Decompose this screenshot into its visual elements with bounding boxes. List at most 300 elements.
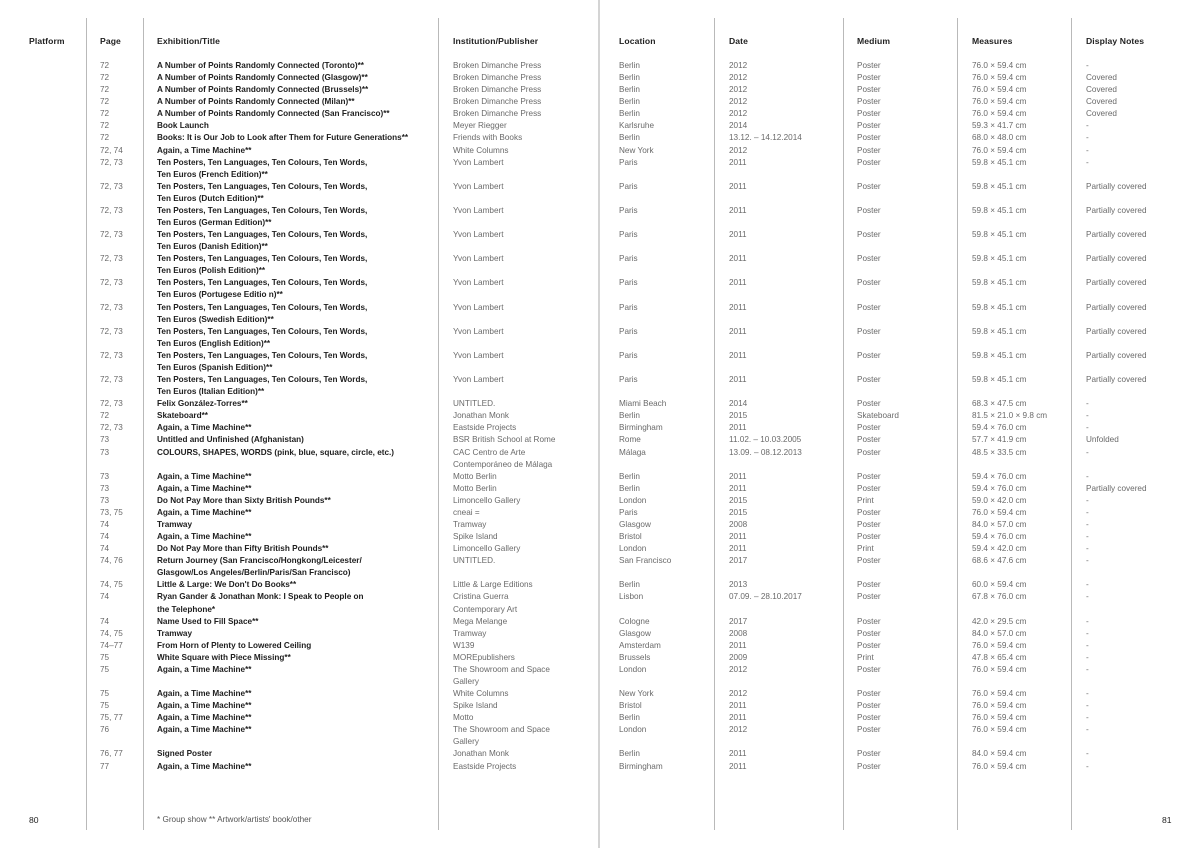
medium-cell: Poster <box>857 350 881 360</box>
page-cell: 72 <box>100 85 110 95</box>
institution-cell: Motto Berlin <box>453 483 497 493</box>
title-cell: White Square with Piece Missing** <box>157 652 291 662</box>
table-row <box>0 507 1200 519</box>
date-cell: 2011 <box>729 640 747 650</box>
institution-cell: Yvon Lambert <box>453 157 504 167</box>
date-cell: 2011 <box>729 544 747 554</box>
display-notes-cell: Covered <box>1086 73 1117 83</box>
medium-cell: Poster <box>857 230 881 240</box>
medium-cell: Poster <box>857 133 881 143</box>
measures-cell: 68.3 × 47.5 cm <box>972 399 1027 409</box>
institution-cell: Tramway <box>453 628 487 638</box>
page-cell: 75 <box>100 664 110 674</box>
measures-cell: 59.4 × 76.0 cm <box>972 483 1027 493</box>
institution-cell: cneai = <box>453 507 480 517</box>
display-notes-cell: - <box>1086 652 1089 662</box>
location-cell: Málaga <box>619 447 646 457</box>
display-notes-cell: Covered <box>1086 97 1117 107</box>
title-cell: Signed Poster <box>157 749 213 759</box>
measures-cell: 59.8 × 45.1 cm <box>972 302 1027 312</box>
title-cell: Again, a Time Machine** <box>157 423 252 433</box>
page-cell: 72, 73 <box>100 205 123 215</box>
display-notes-cell: Partially covered <box>1086 254 1147 264</box>
measures-cell: 59.8 × 45.1 cm <box>972 157 1027 167</box>
page-cell: 72 <box>100 97 110 107</box>
institution-cell: The Showroom and Space <box>453 725 550 735</box>
title-cell: Again, a Time Machine** <box>157 725 252 735</box>
table-row <box>0 495 1200 507</box>
page-cell: 72, 73 <box>100 181 123 191</box>
header-measures: Measures <box>972 36 1013 46</box>
display-notes-cell: - <box>1086 61 1089 70</box>
date-cell: 13.09. – 08.12.2013 <box>729 447 802 457</box>
page-cell: 72 <box>100 73 110 83</box>
location-cell: Miami Beach <box>619 399 667 409</box>
table-row <box>0 640 1200 652</box>
medium-cell: Poster <box>857 435 881 445</box>
date-cell: 2011 <box>729 423 747 433</box>
title-cell: Ryan Gander & Jonathan Monk: I Speak to People on <box>157 592 364 602</box>
measures-cell: 76.0 × 59.4 cm <box>972 713 1027 723</box>
table-row <box>0 253 1200 277</box>
display-notes-cell: - <box>1086 749 1089 759</box>
table-row <box>0 60 1200 72</box>
page-cell: 77 <box>100 761 110 771</box>
date-cell: 2014 <box>729 399 748 409</box>
display-notes-cell: Partially covered <box>1086 230 1147 240</box>
display-notes-cell: - <box>1086 664 1089 674</box>
display-notes-cell: - <box>1086 701 1089 711</box>
date-cell: 2012 <box>729 85 748 95</box>
display-notes-cell: - <box>1086 640 1089 650</box>
title-cell: Ten Euros (Polish Edition)** <box>157 266 266 276</box>
measures-cell: 76.0 × 59.4 cm <box>972 725 1027 735</box>
display-notes-cell: - <box>1086 532 1089 542</box>
institution-cell: Yvon Lambert <box>453 205 504 215</box>
institution-cell: Gallery <box>453 737 479 747</box>
title-cell: Books: It is Our Job to Look after Them for Future Generations** <box>157 133 409 143</box>
location-cell: Berlin <box>619 411 640 421</box>
display-notes-cell: - <box>1086 471 1089 481</box>
display-notes-cell: - <box>1086 121 1089 131</box>
date-cell: 2011 <box>729 701 747 711</box>
title-cell: Return Journey (San Francisco/Hongkong/Leicester/ <box>157 556 362 566</box>
exhibition-table <box>0 60 1200 773</box>
title-cell: Ten Posters, Ten Languages, Ten Colours, Ten Words, <box>157 302 368 312</box>
page-cell: 74, 75 <box>100 628 123 638</box>
display-notes-cell: - <box>1086 507 1089 517</box>
date-cell: 2017 <box>729 616 748 626</box>
date-cell: 11.02. – 10.03.2005 <box>729 435 802 445</box>
page-cell: 73 <box>100 483 110 493</box>
display-notes-cell: - <box>1086 616 1089 626</box>
date-cell: 2011 <box>729 326 747 336</box>
measures-cell: 76.0 × 59.4 cm <box>972 701 1027 711</box>
page-cell: 72, 73 <box>100 375 123 385</box>
measures-cell: 76.0 × 59.4 cm <box>972 73 1027 83</box>
title-cell: Again, a Time Machine** <box>157 761 252 771</box>
date-cell: 2012 <box>729 725 748 735</box>
table-row <box>0 531 1200 543</box>
location-cell: London <box>619 495 647 505</box>
date-cell: 07.09. – 28.10.2017 <box>729 592 802 602</box>
display-notes-cell: Partially covered <box>1086 205 1147 215</box>
medium-cell: Skateboard <box>857 411 899 421</box>
title-cell: Do Not Pay More than Sixty British Pounds** <box>157 495 331 505</box>
measures-cell: 59.8 × 45.1 cm <box>972 375 1027 385</box>
date-cell: 2012 <box>729 97 748 107</box>
institution-cell: Broken Dimanche Press <box>453 73 542 83</box>
medium-cell: Poster <box>857 97 881 107</box>
location-cell: Paris <box>619 205 638 215</box>
page-cell: 73 <box>100 471 110 481</box>
location-cell: Birmingham <box>619 761 663 771</box>
institution-cell: Limoncello Gallery <box>453 544 521 554</box>
page-cell: 75 <box>100 701 110 711</box>
page-cell: 74 <box>100 592 110 602</box>
display-notes-cell: Covered <box>1086 85 1117 95</box>
location-cell: Berlin <box>619 109 640 119</box>
institution-cell: MOREpublishers <box>453 652 515 662</box>
measures-cell: 59.8 × 45.1 cm <box>972 350 1027 360</box>
medium-cell: Poster <box>857 399 881 409</box>
title-cell: Again, a Time Machine** <box>157 713 252 723</box>
location-cell: Berlin <box>619 471 640 481</box>
header-institution: Institution/Publisher <box>453 36 539 46</box>
title-cell: Do Not Pay More than Fifty British Pounds** <box>157 544 329 554</box>
title-cell: Ten Euros (English Edition)** <box>157 338 271 348</box>
table-row <box>0 519 1200 531</box>
date-cell: 2011 <box>729 181 747 191</box>
header-location: Location <box>619 36 656 46</box>
measures-cell: 76.0 × 59.4 cm <box>972 507 1027 517</box>
medium-cell: Poster <box>857 85 881 95</box>
display-notes-cell: - <box>1086 628 1089 638</box>
medium-cell: Poster <box>857 157 881 167</box>
location-cell: Paris <box>619 375 638 385</box>
date-cell: 2011 <box>729 471 747 481</box>
page-cell: 72, 73 <box>100 157 123 167</box>
table-row <box>0 132 1200 144</box>
page-cell: 72 <box>100 109 110 119</box>
page-cell: 74, 75 <box>100 580 123 590</box>
display-notes-cell: - <box>1086 519 1089 529</box>
date-cell: 2009 <box>729 652 748 662</box>
title-cell: A Number of Points Randomly Connected (Milan)** <box>157 97 355 107</box>
page-cell: 72, 73 <box>100 326 123 336</box>
page-cell: 72 <box>100 133 110 143</box>
table-row <box>0 410 1200 422</box>
page-cell: 72, 73 <box>100 230 123 240</box>
title-cell: Ten Posters, Ten Languages, Ten Colours, Ten Words, <box>157 326 368 336</box>
measures-cell: 84.0 × 57.0 cm <box>972 519 1027 529</box>
table-row <box>0 543 1200 555</box>
title-cell: Ten Posters, Ten Languages, Ten Colours, Ten Words, <box>157 375 368 385</box>
measures-cell: 84.0 × 57.0 cm <box>972 628 1027 638</box>
title-cell: From Horn of Plenty to Lowered Ceiling <box>157 640 312 650</box>
table-row <box>0 761 1200 773</box>
medium-cell: Poster <box>857 326 881 336</box>
page-cell: 75, 77 <box>100 713 123 723</box>
page-cell: 72, 73 <box>100 399 123 409</box>
display-notes-cell: - <box>1086 447 1089 457</box>
date-cell: 2011 <box>729 761 747 771</box>
header-date: Date <box>729 36 749 46</box>
location-cell: Berlin <box>619 133 640 143</box>
measures-cell: 59.0 × 42.0 cm <box>972 495 1027 505</box>
medium-cell: Poster <box>857 145 881 155</box>
table-row <box>0 628 1200 640</box>
title-cell: Ten Euros (Spanish Edition)** <box>157 362 273 372</box>
table-row <box>0 712 1200 724</box>
display-notes-cell: Partially covered <box>1086 302 1147 312</box>
institution-cell: White Columns <box>453 689 509 699</box>
page-cell: 72, 73 <box>100 302 123 312</box>
title-cell: Again, a Time Machine** <box>157 471 252 481</box>
location-cell: Paris <box>619 230 638 240</box>
location-cell: London <box>619 544 647 554</box>
measures-cell: 59.8 × 45.1 cm <box>972 254 1027 264</box>
measures-cell: 59.8 × 45.1 cm <box>972 230 1027 240</box>
title-cell: Ten Posters, Ten Languages, Ten Colours, Ten Words, <box>157 181 368 191</box>
table-row <box>0 72 1200 84</box>
medium-cell: Poster <box>857 278 881 288</box>
medium-cell: Poster <box>857 628 881 638</box>
title-cell: Book Launch <box>157 121 209 131</box>
title-cell: Ten Euros (French Edition)** <box>157 169 268 179</box>
page-cell: 74–77 <box>100 640 123 650</box>
date-cell: 2011 <box>729 254 747 264</box>
display-notes-cell: Partially covered <box>1086 375 1147 385</box>
institution-cell: Contemporáneo de Málaga <box>453 459 553 469</box>
measures-cell: 84.0 × 59.4 cm <box>972 749 1027 759</box>
display-notes-cell: Partially covered <box>1086 278 1147 288</box>
header-platform: Platform <box>29 36 65 46</box>
institution-cell: Contemporary Art <box>453 604 518 614</box>
date-cell: 2011 <box>729 302 747 312</box>
table-row <box>0 229 1200 253</box>
institution-cell: Motto <box>453 713 474 723</box>
table-row <box>0 591 1200 615</box>
page-cell: 74, 76 <box>100 556 123 566</box>
date-cell: 2012 <box>729 145 748 155</box>
table-row <box>0 579 1200 591</box>
location-cell: Berlin <box>619 713 640 723</box>
display-notes-cell: - <box>1086 761 1089 771</box>
measures-cell: 81.5 × 21.0 × 9.8 cm <box>972 411 1048 421</box>
location-cell: Rome <box>619 435 641 445</box>
medium-cell: Poster <box>857 507 881 517</box>
page-cell: 73, 75 <box>100 507 123 517</box>
title-cell: Ten Posters, Ten Languages, Ten Colours, Ten Words, <box>157 230 368 240</box>
location-cell: Paris <box>619 507 638 517</box>
measures-cell: 59.8 × 45.1 cm <box>972 278 1027 288</box>
medium-cell: Poster <box>857 713 881 723</box>
display-notes-cell: - <box>1086 423 1089 433</box>
title-cell: Little & Large: We Don't Do Books** <box>157 580 297 590</box>
footnote: * Group show ** Artwork/artists' book/other <box>157 815 312 824</box>
location-cell: Paris <box>619 302 638 312</box>
date-cell: 2013 <box>729 580 748 590</box>
date-cell: 2012 <box>729 109 748 119</box>
header-page: Page <box>100 36 121 46</box>
page-cell: 72, 73 <box>100 423 123 433</box>
medium-cell: Poster <box>857 689 881 699</box>
page-cell: 73 <box>100 435 110 445</box>
title-cell: Again, a Time Machine** <box>157 689 252 699</box>
medium-cell: Poster <box>857 592 881 602</box>
institution-cell: Yvon Lambert <box>453 230 504 240</box>
table-row <box>0 205 1200 229</box>
table-row <box>0 96 1200 108</box>
location-cell: Berlin <box>619 61 640 70</box>
display-notes-cell: - <box>1086 725 1089 735</box>
measures-cell: 59.8 × 45.1 cm <box>972 181 1027 191</box>
institution-cell: Gallery <box>453 676 479 686</box>
measures-cell: 76.0 × 59.4 cm <box>972 109 1027 119</box>
table-row <box>0 724 1200 748</box>
medium-cell: Poster <box>857 664 881 674</box>
medium-cell: Poster <box>857 556 881 566</box>
institution-cell: Broken Dimanche Press <box>453 85 542 95</box>
page-cell: 73 <box>100 495 110 505</box>
date-cell: 2011 <box>729 157 747 167</box>
location-cell: Paris <box>619 350 638 360</box>
measures-cell: 59.4 × 76.0 cm <box>972 423 1027 433</box>
title-cell: Ten Posters, Ten Languages, Ten Colours, Ten Words, <box>157 205 368 215</box>
institution-cell: Yvon Lambert <box>453 181 504 191</box>
location-cell: Berlin <box>619 483 640 493</box>
measures-cell: 68.6 × 47.6 cm <box>972 556 1027 566</box>
measures-cell: 48.5 × 33.5 cm <box>972 447 1027 457</box>
title-cell: Again, a Time Machine** <box>157 532 252 542</box>
page-cell: 72 <box>100 411 110 421</box>
page-cell: 74 <box>100 544 110 554</box>
measures-cell: 76.0 × 59.4 cm <box>972 85 1027 95</box>
institution-cell: Jonathan Monk <box>453 749 509 759</box>
location-cell: Glasgow <box>619 519 651 529</box>
medium-cell: Poster <box>857 749 881 759</box>
table-row <box>0 748 1200 760</box>
page-cell: 75 <box>100 652 110 662</box>
title-cell: Again, a Time Machine** <box>157 701 252 711</box>
measures-cell: 47.8 × 65.4 cm <box>972 652 1027 662</box>
display-notes-cell: - <box>1086 411 1089 421</box>
measures-cell: 59.4 × 76.0 cm <box>972 471 1027 481</box>
measures-cell: 59.4 × 42.0 cm <box>972 544 1027 554</box>
medium-cell: Print <box>857 652 874 662</box>
date-cell: 2014 <box>729 121 748 131</box>
title-cell: Tramway <box>157 628 193 638</box>
location-cell: Berlin <box>619 97 640 107</box>
location-cell: Lisbon <box>619 592 644 602</box>
location-cell: San Francisco <box>619 556 672 566</box>
date-cell: 2012 <box>729 664 748 674</box>
table-row <box>0 434 1200 446</box>
title-cell: A Number of Points Randomly Connected (Toronto)** <box>157 61 364 70</box>
table-row <box>0 84 1200 96</box>
institution-cell: Broken Dimanche Press <box>453 61 542 70</box>
display-notes-cell: Partially covered <box>1086 326 1147 336</box>
table-row <box>0 277 1200 301</box>
date-cell: 2008 <box>729 628 748 638</box>
page-cell: 72, 73 <box>100 278 123 288</box>
institution-cell: Broken Dimanche Press <box>453 97 542 107</box>
location-cell: Paris <box>619 181 638 191</box>
measures-cell: 42.0 × 29.5 cm <box>972 616 1027 626</box>
date-cell: 2015 <box>729 507 748 517</box>
date-cell: 2011 <box>729 278 747 288</box>
institution-cell: Friends with Books <box>453 133 523 143</box>
date-cell: 2015 <box>729 411 748 421</box>
institution-cell: Spike Island <box>453 701 498 711</box>
measures-cell: 76.0 × 59.4 cm <box>972 761 1027 771</box>
date-cell: 13.12. – 14.12.2014 <box>729 133 802 143</box>
display-notes-cell: Partially covered <box>1086 350 1147 360</box>
medium-cell: Poster <box>857 580 881 590</box>
location-cell: London <box>619 725 647 735</box>
location-cell: New York <box>619 689 654 699</box>
medium-cell: Poster <box>857 61 881 70</box>
page-cell: 72, 74 <box>100 145 123 155</box>
medium-cell: Poster <box>857 761 881 771</box>
display-notes-cell: - <box>1086 157 1089 167</box>
medium-cell: Poster <box>857 532 881 542</box>
title-cell: Tramway <box>157 519 193 529</box>
title-cell: Name Used to Fill Space** <box>157 616 259 626</box>
institution-cell: White Columns <box>453 145 509 155</box>
institution-cell: W139 <box>453 640 475 650</box>
medium-cell: Poster <box>857 121 881 131</box>
measures-cell: 76.0 × 59.4 cm <box>972 640 1027 650</box>
table-row <box>0 181 1200 205</box>
medium-cell: Print <box>857 544 874 554</box>
title-cell: Ten Euros (Danish Edition)** <box>157 242 268 252</box>
header-title: Exhibition/Title <box>157 36 221 46</box>
institution-cell: Yvon Lambert <box>453 278 504 288</box>
table-row <box>0 422 1200 434</box>
header-display-notes: Display Notes <box>1086 36 1145 46</box>
table-row <box>0 302 1200 326</box>
title-cell: the Telephone* <box>157 604 216 614</box>
location-cell: Paris <box>619 326 638 336</box>
medium-cell: Poster <box>857 73 881 83</box>
table-row <box>0 145 1200 157</box>
title-cell: Ten Euros (Swedish Edition)** <box>157 314 274 324</box>
location-cell: New York <box>619 145 654 155</box>
page-cell: 74 <box>100 616 110 626</box>
measures-cell: 59.8 × 45.1 cm <box>972 326 1027 336</box>
location-cell: Paris <box>619 254 638 264</box>
page-cell: 76 <box>100 725 110 735</box>
medium-cell: Poster <box>857 519 881 529</box>
page-cell: 74 <box>100 519 110 529</box>
left-page-number: 80 <box>29 815 39 825</box>
institution-cell: Limoncello Gallery <box>453 495 521 505</box>
institution-cell: Eastside Projects <box>453 423 517 433</box>
title-cell: Ten Posters, Ten Languages, Ten Colours, Ten Words, <box>157 254 368 264</box>
institution-cell: Motto Berlin <box>453 471 497 481</box>
table-row <box>0 471 1200 483</box>
measures-cell: 57.7 × 41.9 cm <box>972 435 1027 445</box>
measures-cell: 59.4 × 76.0 cm <box>972 532 1027 542</box>
location-cell: Bristol <box>619 532 642 542</box>
medium-cell: Poster <box>857 640 881 650</box>
page-cell: 72, 73 <box>100 350 123 360</box>
institution-cell: Little & Large Editions <box>453 580 533 590</box>
display-notes-cell: - <box>1086 399 1089 409</box>
institution-cell: Broken Dimanche Press <box>453 109 542 119</box>
